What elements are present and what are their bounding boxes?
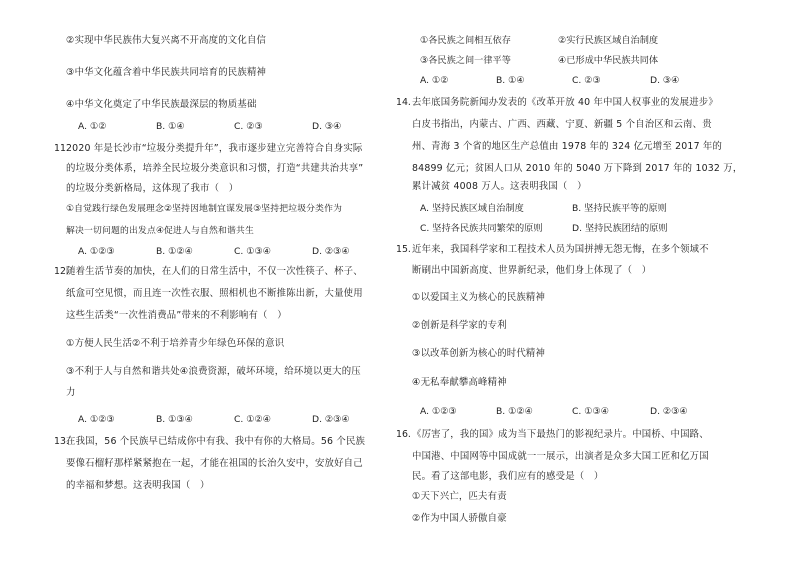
q14-answer-row [404, 203, 734, 215]
q14-answer-b[interactable]: B. 坚持民族平等的原则 [572, 203, 667, 214]
q11-stem-line: 的垃圾分类新格局，这体现了我市（ ） [66, 183, 239, 194]
q15-answer-d[interactable]: D. ②③④ [650, 406, 688, 417]
q13-statement-3: ③各民族之间一律平等 [420, 55, 511, 66]
q14-answer-a[interactable]: A. 坚持民族区域自治制度 [420, 203, 524, 214]
q10-answer-d[interactable]: D. ③④ [312, 121, 342, 132]
q10-answer-c[interactable]: C. ②③ [234, 121, 263, 132]
q13-number: 13. [54, 436, 69, 447]
q15-answer-b[interactable]: B. ①②④ [496, 406, 533, 417]
q12-number: 12. [54, 266, 69, 277]
q14-stem-line: 去年底国务院新闻办发表的《改革开放 40 年中国人权事业的发展进步》 [412, 97, 718, 108]
q10-answer-options [66, 121, 388, 133]
q13-answer-a[interactable]: A. ①② [420, 75, 449, 86]
q10-option-statement-4: ④中华文化奠定了中华民族最深层的物质基础 [66, 99, 257, 110]
q13-stem-line: 要像石榴籽那样紧紧抱在一起，才能在祖国的长治久安中，安放好自己 [66, 458, 363, 469]
q14-stem-line: 州、青海 3 个省的地区生产总值由 1978 年的 324 亿元增至 2017 年的 [412, 141, 723, 152]
q11-stem-line: 的垃圾分类体系，培养全民垃圾分类意识和习惯，打造“共建共治共享” [66, 163, 364, 174]
q10-answer-a[interactable]: A. ①② [78, 121, 107, 132]
q10-option-statement-3: ③中华文化蕴含着中华民族共同培育的民族精神 [66, 67, 267, 78]
q15-answer-c[interactable]: C. ①③④ [572, 406, 609, 417]
q15-stem-line: 断刷出中国新高度、世界新纪录，他们身上体现了（ ） [412, 265, 652, 276]
q14-stem-line: 84899 亿元；贫困人口从 2010 年的 5040 万下降到 2017 年的 1032 万， [412, 163, 743, 174]
q11-answer-a[interactable]: A. ①②③ [78, 246, 115, 257]
q16-stem-line: 民。看了这部电影，我们应有的感受是（ ） [412, 471, 604, 482]
q14-stem-line: 累计减贫 4008 万人。这表明我国（ ） [412, 181, 587, 192]
q15-stem-line: 近年来，我国科学家和工程技术人员为国拼搏无怨无悔，在多个领域不 [412, 244, 709, 255]
q14-answer-row [404, 223, 734, 235]
q11-answer-b[interactable]: B. ①②④ [156, 246, 193, 257]
q15-statement: ②创新是科学家的专利 [412, 320, 507, 331]
q14-number: 14. [396, 97, 411, 108]
q15-answer-a[interactable]: A. ①②③ [420, 406, 457, 417]
q11-number: 11. [54, 143, 69, 154]
q12-statements-line: ③不利于人与自然和谐共处④浪费资源，破坏环境，给环境以更大的压 [66, 366, 361, 377]
q12-answer-d[interactable]: D. ②③④ [312, 414, 350, 425]
q13-statement-1: ①各民族之间相互依存 [420, 35, 511, 46]
q11-statements-line: 解决一切问题的出发点④促进人与自然和谐共生 [66, 226, 255, 236]
q12-answer-b[interactable]: B. ①③④ [156, 414, 193, 425]
q13-statement-2: ②实行民族区域自治制度 [558, 35, 659, 46]
q13-statement-4: ④已形成中华民族共同体 [558, 55, 659, 66]
q13-answer-options [404, 75, 734, 87]
q12-stem-line: 纸盒可空见惯，而且连一次性衣服、照相机也不断推陈出新，大量使用 [66, 288, 363, 299]
q12-statements-line: 力 [66, 387, 76, 398]
q13-stem-line: 在我国，56 个民族早已结成你中有我、我中有你的大格局。56 个民族 [66, 436, 366, 447]
q13-answer-d[interactable]: D. ③④ [650, 75, 680, 86]
q12-stem-line: 这些生活类“一次性消费品”带来的不利影响有（ ） [66, 310, 287, 321]
q13-statement-row [404, 35, 734, 47]
q12-answer-a[interactable]: A. ①②③ [78, 414, 115, 425]
q13-statement-row [404, 55, 734, 67]
q12-statements-line: ①方便人民生活②不利于培养青少年绿色环保的意识 [66, 338, 285, 349]
q14-answer-d[interactable]: D. 坚持民族团结的原则 [572, 223, 668, 234]
q15-statement: ①以爱国主义为核心的民族精神 [412, 292, 546, 303]
q16-statement: ②作为中国人骄傲自豪 [412, 513, 507, 524]
q13-stem-line: 的幸福和梦想。这表明我国（ ） [66, 480, 210, 491]
q10-option-statement-2: ②实现中华民族伟大复兴离不开高度的文化自信 [66, 35, 267, 46]
q13-answer-c[interactable]: C. ②③ [572, 75, 601, 86]
q11-stem-line: 2020 年是长沙市“垃圾分类提升年”，我市逐步建立完善符合自身实际 [66, 143, 363, 154]
q14-stem-line: 白皮书指出，内蒙古、广西、西藏、宁夏、新疆 5 个自治区和云南、贵 [412, 119, 712, 130]
q11-statements-line: ①自觉践行绿色发展理念②坚持因地制宜谋发展③坚持把垃圾分类作为 [66, 204, 343, 214]
q10-answer-b[interactable]: B. ①④ [156, 121, 185, 132]
q15-statement: ③以改革创新为核心的时代精神 [412, 348, 546, 359]
q16-statement: ①天下兴亡，匹夫有责 [412, 491, 507, 502]
q11-answer-options [66, 246, 388, 258]
q12-answer-c[interactable]: C. ①②④ [234, 414, 271, 425]
q15-number: 15. [396, 244, 411, 255]
q12-answer-options [66, 414, 388, 426]
q15-statement: ④无私奉献攀高峰精神 [412, 377, 507, 388]
q12-stem-line: 随着生活节奏的加快，在人们的日常生活中，不仅一次性筷子、杯子、 [66, 266, 363, 277]
q16-stem-line: 中国港、中国网等中国成就一一展示，出演者是众多大国工匠和亿万国 [412, 451, 709, 462]
q13-answer-b[interactable]: B. ①④ [496, 75, 525, 86]
q16-stem-line: 《厉害了，我的国》成为当下最热门的影视纪录片。中国桥、中国路、 [412, 429, 709, 440]
q14-answer-c[interactable]: C. 坚持各民族共同繁荣的原则 [420, 223, 543, 234]
q15-answer-options [404, 406, 734, 418]
q11-answer-c[interactable]: C. ①③④ [234, 246, 271, 257]
q11-answer-d[interactable]: D. ②③④ [312, 246, 350, 257]
q16-number: 16. [396, 429, 411, 440]
